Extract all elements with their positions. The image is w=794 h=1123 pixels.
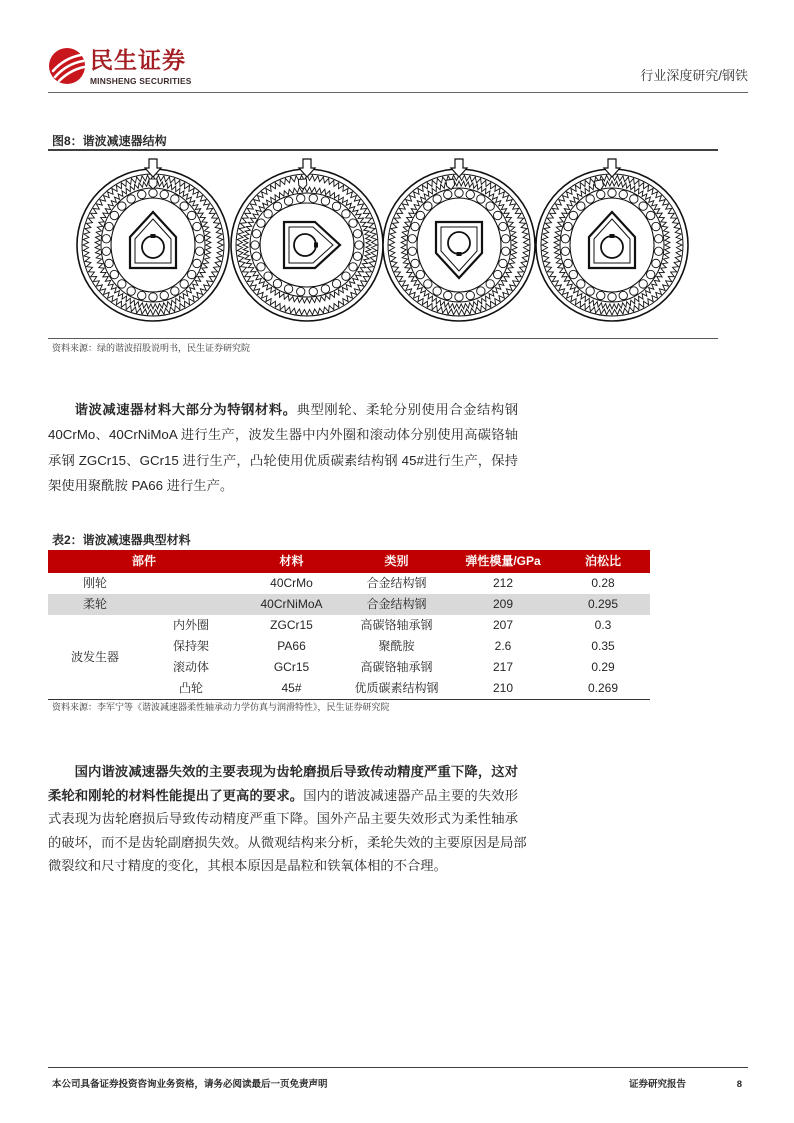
bearing-ball xyxy=(195,235,203,243)
bearing-ball xyxy=(619,190,627,198)
bearing-ball xyxy=(127,287,135,295)
cell-poisson: 0.295 xyxy=(556,594,650,615)
shaft-keyway xyxy=(151,234,156,238)
paragraph-text: 式表现为齿轮磨损后导致传动精度严重下降。国外产品主要失效形式为柔性轴承 xyxy=(48,811,518,826)
bearing-ball xyxy=(455,293,463,301)
cell-poisson: 0.29 xyxy=(591,660,615,674)
bearing-ball xyxy=(499,222,507,230)
shaft-bore xyxy=(142,236,164,258)
bearing-ball xyxy=(416,211,424,219)
bearing-ball xyxy=(193,259,201,267)
paragraph-line xyxy=(48,760,518,784)
body-paragraph xyxy=(48,397,518,498)
paragraph-text: 架使用聚酰胺 PA66 进行生产。 xyxy=(48,477,234,493)
paragraph-lead: 柔轮和刚轮的材料性能提出了更高的要求。 xyxy=(48,787,304,803)
paragraph-text: 的破坏，而不是齿轮副磨损失效。从微观结构来分析，柔轮失效的主要原因是局部 xyxy=(48,834,527,850)
table-source: 资料来源：李军宁等《谐波减速器柔性轴承动力学仿真与润滑特性》，民生证券研究院 xyxy=(52,702,390,712)
paragraph-text: 典型刚轮、柔轮分别使用合金结构钢 xyxy=(296,402,519,417)
bearing-ball xyxy=(149,293,157,301)
cell-subpart: 内外圈 xyxy=(173,618,210,632)
bearing-ball xyxy=(630,195,638,203)
shaft-keyway xyxy=(610,234,615,238)
bearing-ball xyxy=(493,211,501,219)
bearing-ball xyxy=(455,189,463,197)
bearing-ball xyxy=(309,194,317,202)
figure-bottom-rule xyxy=(48,338,718,339)
paragraph-text: 40CrMo、40CrNiMoA 进行生产，波发生器中内外圈和滚动体分别使用高碳铬轴 xyxy=(48,427,518,443)
cell-part: 柔轮 xyxy=(48,594,142,615)
cell-modulus: 209 xyxy=(450,594,556,615)
bearing-ball xyxy=(486,280,494,288)
bearing-ball xyxy=(569,270,577,278)
bearing-ball xyxy=(597,190,605,198)
paragraph-line xyxy=(48,473,518,498)
bearing-ball xyxy=(564,222,572,230)
paragraph-line xyxy=(48,448,518,473)
table-header-row xyxy=(48,550,650,573)
cell-poisson: 0.35 xyxy=(591,639,615,653)
bearing-ball xyxy=(433,287,441,295)
bearing-ball xyxy=(564,259,572,267)
bearing-ball xyxy=(138,291,146,299)
bearing-ball xyxy=(138,190,146,198)
bearing-ball xyxy=(477,195,485,203)
paragraph-line xyxy=(48,807,518,831)
cell-modulus: 210 xyxy=(450,678,556,700)
shaft-keyway xyxy=(457,252,462,256)
figure-title: 图8：谐波减速器结构 xyxy=(52,134,167,148)
bearing-ball xyxy=(652,222,660,230)
brand-name-en: MINSHENG SECURITIES xyxy=(90,76,192,86)
report-category: 行业深度研究/钢铁 xyxy=(640,68,748,83)
bearing-ball xyxy=(309,287,317,295)
footer-report-type: 证券研究报告 xyxy=(629,1079,687,1090)
cell-modulus: 212 xyxy=(493,576,514,590)
cell-modulus: 207 xyxy=(493,618,514,632)
bearing-ball xyxy=(349,219,357,227)
bearing-ball xyxy=(646,270,654,278)
bearing-ball xyxy=(332,202,340,210)
bearing-ball xyxy=(466,190,474,198)
bearing-ball xyxy=(273,279,281,287)
bearing-ball xyxy=(105,259,113,267)
bearing-ball xyxy=(408,247,416,255)
bearing-ball xyxy=(273,202,281,210)
header-modulus: 弹性模量/GPa xyxy=(450,550,556,573)
bearing-ball xyxy=(257,219,265,227)
bearing-ball xyxy=(321,197,329,205)
bearing-ball xyxy=(493,270,501,278)
cell-material: 40CrMo xyxy=(270,576,313,590)
bearing-ball xyxy=(608,293,616,301)
bearing-ball xyxy=(561,235,569,243)
bearing-ball xyxy=(171,195,179,203)
bearing-ball xyxy=(411,259,419,267)
bearing-ball xyxy=(561,247,569,255)
cell-material: 45# xyxy=(240,678,343,700)
bearing-ball xyxy=(424,280,432,288)
harmonic-drive-diagram-2 xyxy=(231,159,383,321)
brand-name-cn: 民生证券 xyxy=(90,47,186,73)
bearing-ball xyxy=(499,259,507,267)
table-row xyxy=(48,594,650,615)
harmonic-drive-diagram-3 xyxy=(383,159,535,321)
cell-empty xyxy=(142,573,240,594)
cell-poisson: 0.269 xyxy=(556,678,650,700)
bearing-ball xyxy=(408,235,416,243)
minsheng-logo-icon xyxy=(48,47,86,85)
bearing-ball xyxy=(193,222,201,230)
bearing-ball xyxy=(160,190,168,198)
cell-category: 合金结构钢 xyxy=(366,576,427,590)
cell-part: 刚轮 xyxy=(82,576,107,590)
cell-category: 合金结构钢 xyxy=(343,594,450,615)
shaft-keyway xyxy=(314,243,318,248)
cell-category: 聚酰胺 xyxy=(378,639,415,653)
harmonic-drive-diagram-4 xyxy=(536,159,688,321)
bearing-ball xyxy=(284,285,292,293)
bearing-ball xyxy=(332,279,340,287)
paragraph-line xyxy=(48,422,518,447)
bearing-ball xyxy=(577,202,585,210)
paragraph-line xyxy=(48,831,527,855)
bearing-ball xyxy=(569,211,577,219)
bearing-ball xyxy=(102,247,110,255)
paragraph-line xyxy=(48,397,518,422)
bearing-ball xyxy=(297,287,305,295)
cell-poisson: 0.28 xyxy=(591,576,615,590)
paragraph-text: 微裂纹和尺寸精度的变化，其根本原因是晶粒和铁氧体相的不合理。 xyxy=(48,858,447,873)
table-row xyxy=(48,615,650,636)
paragraph-lead: 谐波减速器材料大部分为特钢材料。 xyxy=(74,402,297,417)
figure-top-rule xyxy=(48,149,718,151)
bearing-ball xyxy=(251,241,259,249)
bearing-ball xyxy=(252,252,260,260)
bearing-ball xyxy=(110,270,118,278)
cell-material: PA66 xyxy=(277,639,306,653)
cell-category: 优质碳素结构钢 xyxy=(343,678,450,700)
bearing-ball xyxy=(501,247,509,255)
harmonic-drive-diagram-1 xyxy=(77,159,229,321)
bearing-ball xyxy=(149,189,157,197)
cell-modulus: 2.6 xyxy=(494,639,512,653)
bearing-ball xyxy=(652,259,660,267)
bearing-ball xyxy=(477,287,485,295)
shaft-bore xyxy=(294,234,316,256)
materials-table xyxy=(48,550,650,700)
bearing-ball xyxy=(180,280,188,288)
bearing-ball xyxy=(586,195,594,203)
paragraph-line xyxy=(48,854,518,878)
bearing-ball xyxy=(105,222,113,230)
header-material: 材料 xyxy=(240,550,343,573)
bearing-ball xyxy=(597,291,605,299)
bearing-ball xyxy=(321,285,329,293)
bearing-ball xyxy=(171,287,179,295)
body-paragraph xyxy=(48,760,527,878)
bearing-ball xyxy=(466,291,474,299)
paragraph-lead: 国内谐波减速器失效的主要表现为齿轮磨损后导致传动精度严重下降，这对 xyxy=(74,764,518,779)
bearing-ball xyxy=(252,230,260,238)
footer-divider xyxy=(48,1067,748,1068)
bearing-ball xyxy=(433,195,441,203)
brand-logo xyxy=(48,46,198,88)
bearing-ball xyxy=(646,211,654,219)
bearing-ball xyxy=(353,252,361,260)
cell-poisson: 0.3 xyxy=(594,618,612,632)
bearing-ball xyxy=(411,222,419,230)
paragraph-text: 承钢 ZGCr15、GCr15 进行生产，凸轮使用优质碳素结构钢 45#进行生产，保持 xyxy=(48,452,518,468)
header-category: 类别 xyxy=(343,550,450,573)
bearing-ball xyxy=(180,202,188,210)
bearing-ball xyxy=(424,202,432,210)
bearing-ball xyxy=(284,197,292,205)
bearing-ball xyxy=(444,291,452,299)
harmonic-drive-figure xyxy=(48,158,718,333)
header-divider xyxy=(48,92,748,93)
cell-category: 高碳铬轴承钢 xyxy=(360,660,433,674)
bearing-ball xyxy=(127,195,135,203)
cell-subpart: 凸轮 xyxy=(142,678,240,700)
bearing-ball xyxy=(297,194,305,202)
bearing-ball xyxy=(444,190,452,198)
bearing-ball xyxy=(586,287,594,295)
bearing-ball xyxy=(195,247,203,255)
bearing-ball xyxy=(160,291,168,299)
cell-empty xyxy=(142,594,240,615)
bearing-ball xyxy=(342,210,350,218)
bearing-ball xyxy=(187,270,195,278)
bearing-ball xyxy=(486,202,494,210)
bearing-ball xyxy=(257,263,265,271)
table-row xyxy=(48,573,650,594)
paragraph-line xyxy=(48,784,518,808)
bearing-ball xyxy=(353,230,361,238)
cell-material: GCr15 xyxy=(273,660,310,674)
bearing-ball xyxy=(416,270,424,278)
table-title: 表2：谐波减速器典型材料 xyxy=(52,533,191,547)
bearing-ball xyxy=(102,235,110,243)
header-part: 部件 xyxy=(48,550,240,573)
bearing-ball xyxy=(264,210,272,218)
footer-disclaimer: 本公司具备证券投资咨询业务资格，请务必阅读最后一页免责声明 xyxy=(52,1079,328,1090)
bearing-ball xyxy=(608,189,616,197)
bearing-ball xyxy=(187,211,195,219)
bearing-ball xyxy=(264,272,272,280)
bearing-ball xyxy=(501,235,509,243)
bearing-ball xyxy=(349,263,357,271)
bearing-ball xyxy=(654,247,662,255)
shaft-bore xyxy=(448,232,470,254)
paragraph-text: 国内的谐波减速器产品主要的失效形 xyxy=(303,787,519,803)
bearing-ball xyxy=(619,291,627,299)
cell-category: 高碳铬轴承钢 xyxy=(360,618,433,632)
bearing-ball xyxy=(110,211,118,219)
bearing-ball xyxy=(118,202,126,210)
page-number: 8 xyxy=(736,1079,742,1090)
header-poisson: 泊松比 xyxy=(556,550,650,573)
cell-modulus: 217 xyxy=(493,660,514,674)
shaft-bore xyxy=(601,236,623,258)
bearing-ball xyxy=(654,235,662,243)
bearing-ball xyxy=(577,280,585,288)
bearing-ball xyxy=(630,287,638,295)
bearing-ball xyxy=(639,202,647,210)
bearing-ball xyxy=(639,280,647,288)
cell-group-wave-generator: 波发生器 xyxy=(48,615,142,700)
cell-material: 40CrNiMoA xyxy=(240,594,343,615)
cell-material: ZGCr15 xyxy=(270,618,313,632)
bearing-ball xyxy=(342,272,350,280)
cell-subpart: 保持架 xyxy=(173,639,210,653)
bearing-ball xyxy=(118,280,126,288)
bearing-ball xyxy=(355,241,363,249)
figure-source: 资料来源：绿的谐波招股说明书，民生证券研究院 xyxy=(52,343,251,353)
cell-subpart: 滚动体 xyxy=(173,660,210,674)
